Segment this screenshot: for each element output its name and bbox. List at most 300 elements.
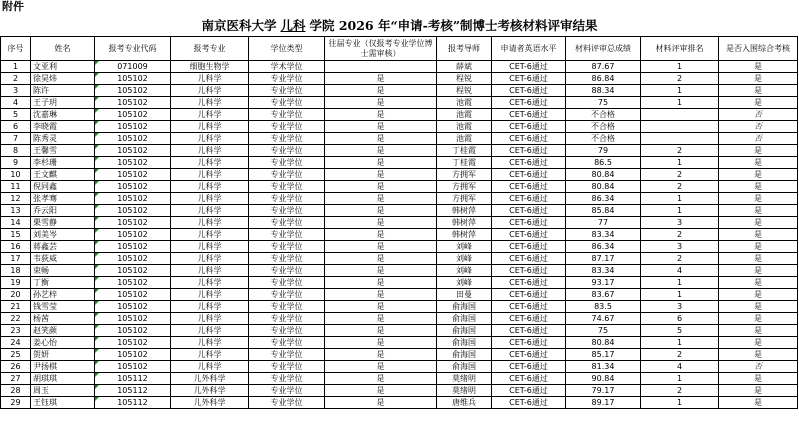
- col-index-cell: 3: [1, 85, 31, 97]
- col-degree-type-cell: 专业学位: [249, 181, 325, 193]
- col-total-score-cell: 86.34: [566, 241, 641, 253]
- col-prior-major-cell: 是: [325, 265, 437, 277]
- col-shortlisted-cell: 是: [719, 181, 798, 193]
- col-index-cell: 5: [1, 109, 31, 121]
- col-major-code-cell: 105102: [95, 253, 171, 265]
- col-major-cell: 儿外科学: [171, 397, 249, 409]
- col-degree-type-cell: 专业学位: [249, 337, 325, 349]
- title-prefix: 南京医科大学: [201, 18, 277, 33]
- table-body: [1, 61, 798, 409]
- table-row: [1, 205, 798, 217]
- col-degree-type-cell: 专业学位: [249, 121, 325, 133]
- col-shortlisted-header: 是否入围综合考核: [719, 37, 798, 61]
- col-shortlisted-cell: 是: [719, 193, 798, 205]
- col-major-cell: 儿科学: [171, 145, 249, 157]
- table-row: [1, 337, 798, 349]
- col-rank-cell: 1: [641, 289, 719, 301]
- col-shortlisted-cell: 是: [719, 97, 798, 109]
- col-shortlisted-cell: 是: [719, 169, 798, 181]
- col-rank-cell: 3: [641, 217, 719, 229]
- col-prior-major-cell: 是: [325, 145, 437, 157]
- col-index-cell: 29: [1, 397, 31, 409]
- col-degree-type-cell: 专业学位: [249, 169, 325, 181]
- col-major-cell: 儿科学: [171, 265, 249, 277]
- col-total-score-cell: 83.34: [566, 265, 641, 277]
- col-major-code-cell: 105102: [95, 289, 171, 301]
- col-degree-type-cell: 专业学位: [249, 85, 325, 97]
- col-major-cell: 儿科学: [171, 181, 249, 193]
- table-row: [1, 313, 798, 325]
- col-shortlisted-cell: 是: [719, 385, 798, 397]
- col-supervisor-cell: 池霞: [437, 121, 492, 133]
- col-total-score-cell: 83.34: [566, 229, 641, 241]
- col-total-score-cell: 75: [566, 325, 641, 337]
- col-prior-major-cell: 是: [325, 349, 437, 361]
- col-major-code-cell: 105102: [95, 157, 171, 169]
- table-row: [1, 181, 798, 193]
- col-degree-type-cell: 专业学位: [249, 349, 325, 361]
- col-rank-cell: 1: [641, 157, 719, 169]
- col-prior-major-cell: 是: [325, 133, 437, 145]
- col-shortlisted-cell: 是: [719, 73, 798, 85]
- col-major-code-cell: 105102: [95, 337, 171, 349]
- col-total-score-cell: 93.17: [566, 277, 641, 289]
- table-row: [1, 121, 798, 133]
- col-english-level-cell: CET-6通过: [492, 265, 566, 277]
- col-english-level-cell: CET-6通过: [492, 157, 566, 169]
- col-name-cell: 刘美岑: [31, 229, 95, 241]
- col-prior-major-cell: 是: [325, 181, 437, 193]
- col-index-cell: 10: [1, 169, 31, 181]
- col-rank-cell: 2: [641, 385, 719, 397]
- table-row: [1, 217, 798, 229]
- col-major-code-cell: 105102: [95, 181, 171, 193]
- col-prior-major-cell: 是: [325, 97, 437, 109]
- col-rank-cell: 1: [641, 205, 719, 217]
- col-degree-type-cell: 专业学位: [249, 385, 325, 397]
- col-major-code-cell: 105102: [95, 325, 171, 337]
- col-total-score-cell: 79.17: [566, 385, 641, 397]
- col-degree-type-cell: 专业学位: [249, 253, 325, 265]
- col-total-score-cell: 90.84: [566, 373, 641, 385]
- col-prior-major-cell: 是: [325, 121, 437, 133]
- col-prior-major-cell: 是: [325, 109, 437, 121]
- col-name-cell: 张孝骞: [31, 193, 95, 205]
- col-total-score-cell: 86.5: [566, 157, 641, 169]
- col-supervisor-cell: 俞海国: [437, 325, 492, 337]
- col-index-cell: 17: [1, 253, 31, 265]
- col-supervisor-cell: 池霞: [437, 109, 492, 121]
- col-supervisor-cell: 田曼: [437, 289, 492, 301]
- col-major-cell: 儿科学: [171, 97, 249, 109]
- col-rank-cell: 2: [641, 253, 719, 265]
- col-major-code-cell: 105112: [95, 397, 171, 409]
- col-degree-type-cell: 专业学位: [249, 217, 325, 229]
- col-rank-cell: [641, 109, 719, 121]
- title-school: 儿科: [280, 18, 306, 33]
- col-major-cell: 细胞生物学: [171, 61, 249, 73]
- col-major-cell: 儿科学: [171, 205, 249, 217]
- col-total-score-cell: 80.84: [566, 337, 641, 349]
- col-rank-cell: 4: [641, 265, 719, 277]
- col-rank-cell: 2: [641, 229, 719, 241]
- col-index-cell: 2: [1, 73, 31, 85]
- col-supervisor-cell: 池霞: [437, 97, 492, 109]
- col-english-level-header: 申请者英语水平: [492, 37, 566, 61]
- col-major-cell: 儿科学: [171, 109, 249, 121]
- col-name-cell: 乔云阳: [31, 205, 95, 217]
- col-shortlisted-cell: 是: [719, 229, 798, 241]
- col-supervisor-cell: 丁桂霞: [437, 157, 492, 169]
- col-degree-type-cell: 专业学位: [249, 277, 325, 289]
- col-index-cell: 8: [1, 145, 31, 157]
- col-name-cell: 丁衡: [31, 277, 95, 289]
- page-title: [0, 15, 799, 36]
- table-row: [1, 229, 798, 241]
- col-index-cell: 9: [1, 157, 31, 169]
- table-row: [1, 61, 798, 73]
- col-english-level-cell: CET-6通过: [492, 97, 566, 109]
- col-major-code-cell: 105102: [95, 73, 171, 85]
- col-major-cell: 儿科学: [171, 121, 249, 133]
- col-rank-cell: 1: [641, 397, 719, 409]
- col-rank-cell: 1: [641, 97, 719, 109]
- col-shortlisted-cell: 是: [719, 325, 798, 337]
- col-index-cell: 21: [1, 301, 31, 313]
- col-prior-major-cell: 是: [325, 313, 437, 325]
- col-shortlisted-cell: 是: [719, 61, 798, 73]
- col-supervisor-cell: 韩树萍: [437, 205, 492, 217]
- col-supervisor-cell: 俞海国: [437, 349, 492, 361]
- col-major-code-cell: 105102: [95, 277, 171, 289]
- col-english-level-cell: CET-6通过: [492, 61, 566, 73]
- col-degree-type-cell: 专业学位: [249, 109, 325, 121]
- col-supervisor-cell: 刘峰: [437, 241, 492, 253]
- table-row: [1, 193, 798, 205]
- col-total-score-cell: 74.67: [566, 313, 641, 325]
- col-major-code-cell: 105102: [95, 361, 171, 373]
- col-name-cell: 杨茜: [31, 313, 95, 325]
- col-total-score-cell: 77: [566, 217, 641, 229]
- col-shortlisted-cell: 是: [719, 313, 798, 325]
- col-index-cell: 28: [1, 385, 31, 397]
- col-shortlisted-cell: 否: [719, 361, 798, 373]
- col-rank-cell: [641, 121, 719, 133]
- col-index-cell: 22: [1, 313, 31, 325]
- col-supervisor-cell: 程锐: [437, 85, 492, 97]
- col-index-cell: 19: [1, 277, 31, 289]
- col-name-cell: 王钰琪: [31, 397, 95, 409]
- col-index-cell: 6: [1, 121, 31, 133]
- col-shortlisted-cell: 是: [719, 253, 798, 265]
- table-row: [1, 169, 798, 181]
- col-name-cell: 栗雪静: [31, 217, 95, 229]
- table-row: [1, 265, 798, 277]
- col-degree-type-cell: 专业学位: [249, 97, 325, 109]
- col-index-cell: 4: [1, 97, 31, 109]
- table-row: [1, 85, 798, 97]
- col-name-cell: 王文麒: [31, 169, 95, 181]
- table-row: [1, 73, 798, 85]
- col-degree-type-cell: 专业学位: [249, 301, 325, 313]
- col-name-cell: 李杉珊: [31, 157, 95, 169]
- header-row: [1, 37, 798, 61]
- col-supervisor-cell: 刘峰: [437, 277, 492, 289]
- col-major-cell: 儿外科学: [171, 385, 249, 397]
- col-major-code-cell: 105112: [95, 385, 171, 397]
- table-row: [1, 373, 798, 385]
- col-index-cell: 24: [1, 337, 31, 349]
- col-major-code-cell: 105112: [95, 373, 171, 385]
- col-supervisor-cell: 俞海国: [437, 361, 492, 373]
- col-index-cell: 20: [1, 289, 31, 301]
- col-index-cell: 12: [1, 193, 31, 205]
- col-rank-cell: 3: [641, 241, 719, 253]
- col-degree-type-cell: 专业学位: [249, 145, 325, 157]
- col-prior-major-cell: 是: [325, 205, 437, 217]
- col-major-code-cell: 105102: [95, 205, 171, 217]
- col-shortlisted-cell: 是: [719, 85, 798, 97]
- col-major-cell: 儿科学: [171, 301, 249, 313]
- col-rank-cell: 1: [641, 85, 719, 97]
- col-total-score-cell: 83.5: [566, 301, 641, 313]
- col-degree-type-cell: 专业学位: [249, 193, 325, 205]
- col-total-score-cell: 83.67: [566, 289, 641, 301]
- col-name-cell: 王馨雪: [31, 145, 95, 157]
- col-supervisor-cell: 丁桂霞: [437, 145, 492, 157]
- table-row: [1, 397, 798, 409]
- col-english-level-cell: CET-6通过: [492, 313, 566, 325]
- col-english-level-cell: CET-6通过: [492, 289, 566, 301]
- col-degree-type-cell: 专业学位: [249, 229, 325, 241]
- col-english-level-cell: CET-6通过: [492, 145, 566, 157]
- col-english-level-cell: CET-6通过: [492, 361, 566, 373]
- col-index-cell: 14: [1, 217, 31, 229]
- col-major-cell: 儿科学: [171, 241, 249, 253]
- col-english-level-cell: CET-6通过: [492, 193, 566, 205]
- col-index-cell: 25: [1, 349, 31, 361]
- table-row: [1, 385, 798, 397]
- col-supervisor-cell: 刘峰: [437, 265, 492, 277]
- col-index-cell: 7: [1, 133, 31, 145]
- col-english-level-cell: CET-6通过: [492, 301, 566, 313]
- col-shortlisted-cell: 是: [719, 349, 798, 361]
- col-supervisor-cell: 方拥军: [437, 181, 492, 193]
- col-major-cell: 儿科学: [171, 277, 249, 289]
- results-table: [0, 36, 798, 409]
- col-shortlisted-cell: 是: [719, 277, 798, 289]
- title-suffix: 学院 2026 年“申请-考核”制博士考核材料评审结果: [309, 18, 598, 33]
- col-prior-major-cell: 是: [325, 229, 437, 241]
- col-total-score-cell: 87.17: [566, 253, 641, 265]
- col-name-cell: 倪同鑫: [31, 181, 95, 193]
- col-english-level-cell: CET-6通过: [492, 229, 566, 241]
- col-index-cell: 16: [1, 241, 31, 253]
- col-rank-cell: 2: [641, 349, 719, 361]
- col-shortlisted-cell: 是: [719, 337, 798, 349]
- col-name-cell: 钱雪莹: [31, 301, 95, 313]
- col-major-cell: 儿科学: [171, 85, 249, 97]
- col-english-level-cell: CET-6通过: [492, 277, 566, 289]
- col-degree-type-cell: 专业学位: [249, 241, 325, 253]
- col-major-cell: 儿外科学: [171, 373, 249, 385]
- col-supervisor-cell: 莫绪明: [437, 385, 492, 397]
- col-supervisor-cell: 莫绪明: [437, 373, 492, 385]
- col-rank-cell: 3: [641, 301, 719, 313]
- col-shortlisted-cell: 否: [719, 133, 798, 145]
- col-english-level-cell: CET-6通过: [492, 241, 566, 253]
- col-english-level-cell: CET-6通过: [492, 205, 566, 217]
- col-major-cell: 儿科学: [171, 193, 249, 205]
- col-prior-major-cell: 是: [325, 337, 437, 349]
- col-shortlisted-cell: 是: [719, 145, 798, 157]
- col-degree-type-cell: 专业学位: [249, 373, 325, 385]
- col-shortlisted-cell: 是: [719, 301, 798, 313]
- col-rank-cell: 5: [641, 325, 719, 337]
- col-supervisor-cell: 刘峰: [437, 253, 492, 265]
- col-shortlisted-cell: 是: [719, 289, 798, 301]
- col-index-cell: 23: [1, 325, 31, 337]
- col-prior-major-cell: 是: [325, 169, 437, 181]
- col-shortlisted-cell: 是: [719, 265, 798, 277]
- col-english-level-cell: CET-6通过: [492, 373, 566, 385]
- col-name-cell: 蒋鑫芸: [31, 241, 95, 253]
- col-prior-major-cell: 是: [325, 193, 437, 205]
- table-row: [1, 277, 798, 289]
- col-rank-cell: 1: [641, 193, 719, 205]
- col-english-level-cell: CET-6通过: [492, 73, 566, 85]
- col-rank-cell: 2: [641, 169, 719, 181]
- col-english-level-cell: CET-6通过: [492, 109, 566, 121]
- col-major-code-cell: 105102: [95, 229, 171, 241]
- col-degree-type-cell: 专业学位: [249, 397, 325, 409]
- attachment-label: 附件: [2, 0, 24, 13]
- col-index-cell: 15: [1, 229, 31, 241]
- col-major-code-cell: 105102: [95, 217, 171, 229]
- col-major-cell: 儿科学: [171, 253, 249, 265]
- col-total-score-cell: 81.34: [566, 361, 641, 373]
- col-supervisor-cell: 韩树萍: [437, 217, 492, 229]
- col-rank-cell: 4: [641, 361, 719, 373]
- col-name-cell: 赵笑颜: [31, 325, 95, 337]
- col-major-code-cell: 105102: [95, 193, 171, 205]
- col-major-code-cell: 071009: [95, 61, 171, 73]
- col-index-cell: 27: [1, 373, 31, 385]
- col-index-cell: 13: [1, 205, 31, 217]
- col-english-level-cell: CET-6通过: [492, 385, 566, 397]
- col-shortlisted-cell: 否: [719, 121, 798, 133]
- col-total-score-cell: 89.17: [566, 397, 641, 409]
- col-degree-type-cell: 专业学位: [249, 265, 325, 277]
- col-index-cell: 11: [1, 181, 31, 193]
- col-prior-major-cell: 是: [325, 289, 437, 301]
- col-major-cell: 儿科学: [171, 289, 249, 301]
- col-major-cell: 儿科学: [171, 361, 249, 373]
- col-rank-cell: 1: [641, 337, 719, 349]
- col-degree-type-cell: 专业学位: [249, 325, 325, 337]
- col-prior-major-header: 往届专业（仅报考专业学位博士需审核）: [325, 37, 437, 61]
- col-total-score-cell: 75: [566, 97, 641, 109]
- col-index-cell: 1: [1, 61, 31, 73]
- col-prior-major-cell: 是: [325, 277, 437, 289]
- col-degree-type-cell: 专业学位: [249, 73, 325, 85]
- col-total-score-cell: 87.67: [566, 61, 641, 73]
- col-english-level-cell: CET-6通过: [492, 217, 566, 229]
- col-prior-major-cell: [325, 61, 437, 73]
- col-shortlisted-cell: 是: [719, 397, 798, 409]
- col-supervisor-cell: 俞海国: [437, 337, 492, 349]
- col-prior-major-cell: 是: [325, 217, 437, 229]
- col-prior-major-cell: 是: [325, 361, 437, 373]
- col-total-score-cell: 80.84: [566, 169, 641, 181]
- col-name-cell: 徐昊炜: [31, 73, 95, 85]
- col-name-cell: 文亚利: [31, 61, 95, 73]
- col-major-cell: 儿科学: [171, 325, 249, 337]
- table-row: [1, 157, 798, 169]
- col-english-level-cell: CET-6通过: [492, 121, 566, 133]
- col-degree-type-cell: 专业学位: [249, 157, 325, 169]
- col-prior-major-cell: 是: [325, 253, 437, 265]
- col-prior-major-cell: 是: [325, 325, 437, 337]
- col-total-score-cell: 不合格: [566, 133, 641, 145]
- col-major-cell: 儿科学: [171, 133, 249, 145]
- col-rank-cell: 6: [641, 313, 719, 325]
- col-rank-cell: 1: [641, 61, 719, 73]
- col-english-level-cell: CET-6通过: [492, 169, 566, 181]
- col-major-code-cell: 105102: [95, 241, 171, 253]
- col-major-cell: 儿科学: [171, 169, 249, 181]
- col-total-score-cell: 86.34: [566, 193, 641, 205]
- col-major-code-cell: 105102: [95, 97, 171, 109]
- table-row: [1, 109, 798, 121]
- col-major-code-cell: 105102: [95, 109, 171, 121]
- col-major-header: 报考专业: [171, 37, 249, 61]
- col-english-level-cell: CET-6通过: [492, 337, 566, 349]
- col-supervisor-cell: 薛斌: [437, 61, 492, 73]
- col-english-level-cell: CET-6通过: [492, 181, 566, 193]
- col-total-score-cell: 88.34: [566, 85, 641, 97]
- table-row: [1, 325, 798, 337]
- table-row: [1, 289, 798, 301]
- col-major-cell: 儿科学: [171, 313, 249, 325]
- col-major-cell: 儿科学: [171, 349, 249, 361]
- col-english-level-cell: CET-6通过: [492, 133, 566, 145]
- col-major-cell: 儿科学: [171, 337, 249, 349]
- col-shortlisted-cell: 否: [719, 109, 798, 121]
- col-total-score-cell: 不合格: [566, 121, 641, 133]
- col-prior-major-cell: 是: [325, 385, 437, 397]
- col-shortlisted-cell: 是: [719, 205, 798, 217]
- col-supervisor-cell: 俞海国: [437, 301, 492, 313]
- col-name-cell: 胡琪琪: [31, 373, 95, 385]
- col-prior-major-cell: 是: [325, 85, 437, 97]
- col-prior-major-cell: 是: [325, 397, 437, 409]
- col-major-code-cell: 105102: [95, 133, 171, 145]
- col-english-level-cell: CET-6通过: [492, 397, 566, 409]
- col-index-cell: 26: [1, 361, 31, 373]
- col-name-cell: 王子玥: [31, 97, 95, 109]
- col-name-cell: 李晓霞: [31, 121, 95, 133]
- col-total-score-header: 材料评审总成绩: [566, 37, 641, 61]
- col-degree-type-cell: 专业学位: [249, 289, 325, 301]
- col-total-score-cell: 80.84: [566, 181, 641, 193]
- table-row: [1, 253, 798, 265]
- col-name-cell: 韦荻威: [31, 253, 95, 265]
- col-degree-type-cell: 专业学位: [249, 313, 325, 325]
- col-supervisor-cell: 方拥军: [437, 169, 492, 181]
- col-rank-cell: [641, 133, 719, 145]
- col-major-code-cell: 105102: [95, 85, 171, 97]
